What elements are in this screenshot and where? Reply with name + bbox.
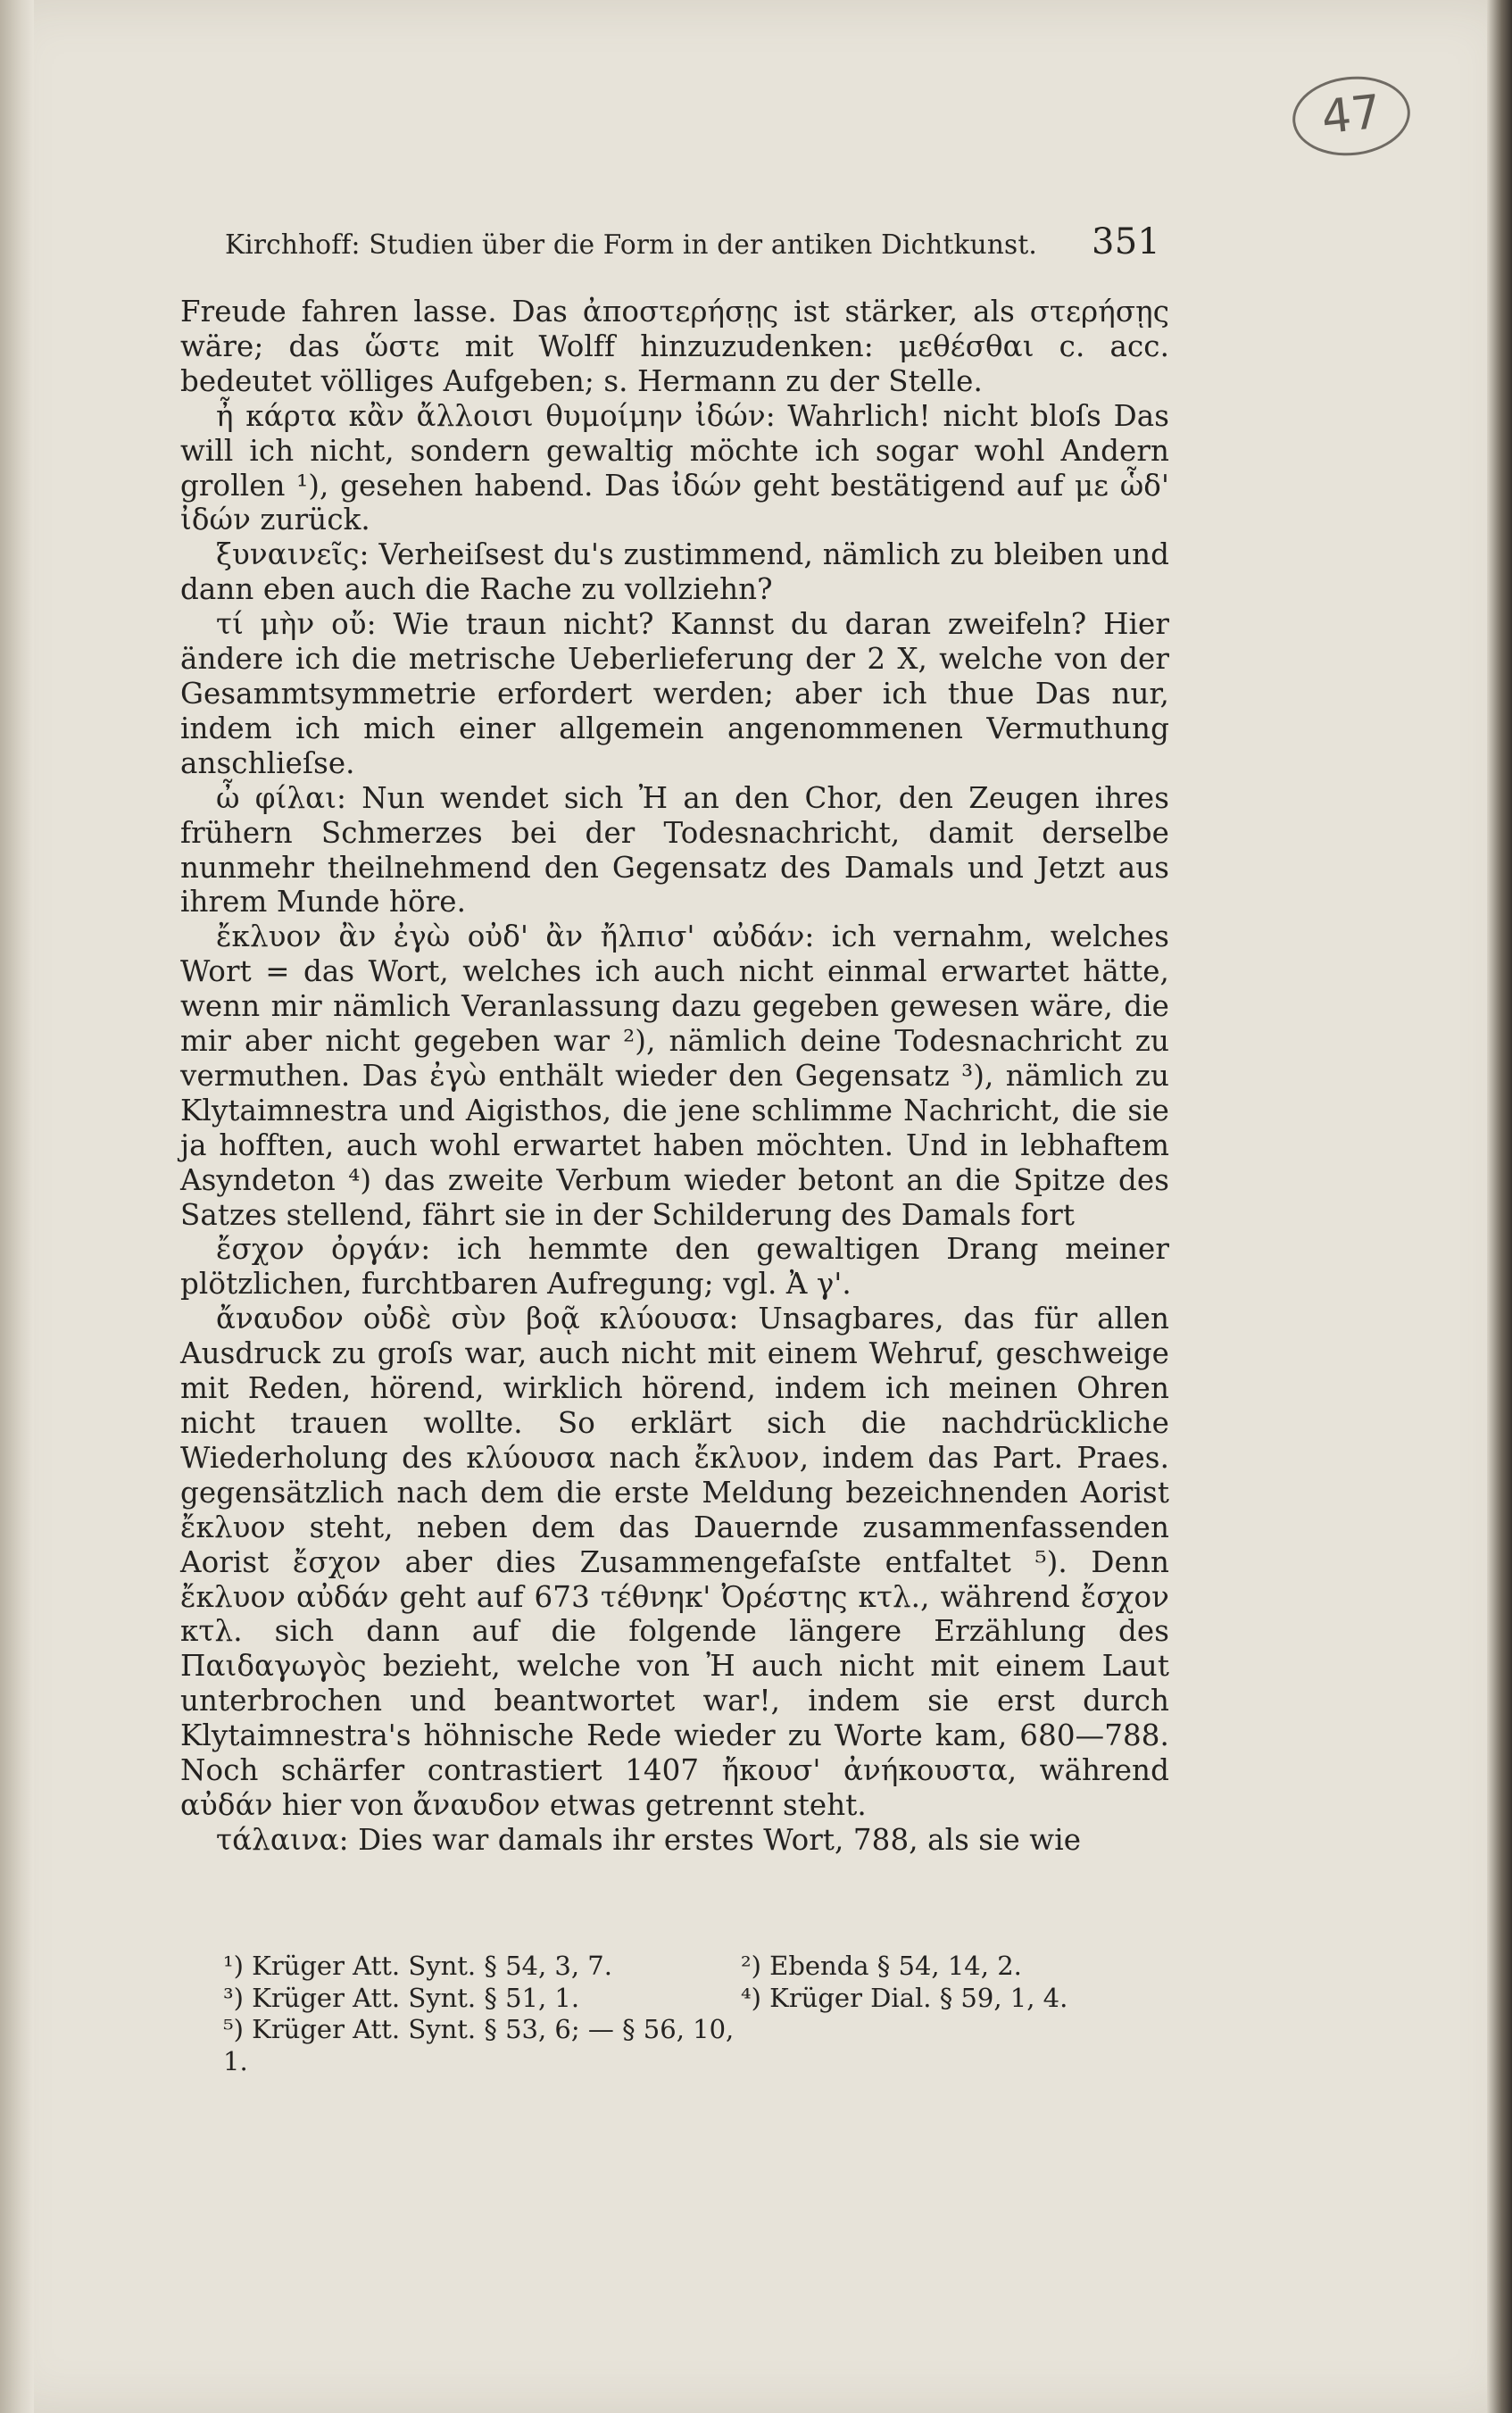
paragraph: ἔσχον ὀργάν: ich hemmte den gewaltigen Drang meiner plötzlichen, furchtbaren Aufregung; vgl. Ἀ γ'.	[180, 1232, 1169, 1302]
footnotes	[223, 1951, 1169, 2077]
body-text	[180, 295, 1169, 1858]
footnote-row	[223, 1951, 1169, 1983]
paragraph: ἄναυδον οὐδὲ σὺν βοᾷ κλύουσα: Unsagbares, das für allen Ausdruck zu groſs war, auch nicht mit einem Wehruf, geschweige mit Reden, hörend, wirklich hörend, indem ich meinen Ohren nicht trauen wollte. So erklärt sich die nachdrückliche Wiederholung des κλύουσα nach ἔκλυον, indem das Part. Praes. gegensätzlich nach dem die erste Meldung bezeichnenden Aorist ἔκλυον steht, neben dem das Dauernde zusammenfassenden Aorist ἔσχον aber dies Zusammengefaſste entfaltet ⁵). Denn ἔκλυον αὐδάν geht auf 673 τέθνηκ' Ὀρέστης κτλ., während ἔσχον κτλ. sich dann auf die folgende längere Erzählung des Παιδαγωγὸς bezieht, welche von Ἠ auch nicht mit einem Laut unterbrochen und beantwortet war!, indem sie erst durch Klytaimnestra's höhnische Rede wieder zu Worte kam, 680—788. Noch schärfer contrastiert 1407 ἤκουσ' ἀνήκουστα, während αὐδάν hier von ἄναυδον etwas getrennt steht.	[180, 1302, 1169, 1822]
paragraph: ξυναινεῖς: Verheiſsest du's zustimmend, nämlich zu bleiben und dann eben auch die Rache zu vollziehn?	[180, 537, 1169, 607]
page-gutter-shadow	[0, 0, 34, 2413]
running-head-title: Kirchhoff: Studien über die Form in der antiken Dichtkunst.	[225, 229, 1037, 260]
page-number: 351	[1092, 221, 1160, 262]
footnote: ¹) Krüger Att. Synt. § 54, 3, 7.	[223, 1951, 612, 1981]
paragraph: ἔκλυον ἂν ἐγὼ οὐδ' ἂν ἤλπισ' αὐδάν: ich vernahm, welches Wort = das Wort, welches ich auch nicht einmal erwartet hätte, wenn mir nämlich Veranlassung dazu gegeben gewesen wäre, die mir aber nicht gegeben war ²), nämlich deine Todesnachricht zu vermuthen. Das ἐγὼ enthält wieder den Gegensatz ³), nämlich zu Klytaimnestra und Aigisthos, die jene schlimme Nachricht, die sie ja hofften, auch wohl erwartet haben möchten. Und in lebhaftem Asyndeton ⁴) das zweite Verbum wieder betont an die Spitze des Satzes stellend, fährt sie in der Schilderung des Damals fort	[180, 919, 1169, 1232]
footnote-row	[223, 2014, 1169, 2077]
footnote-row	[223, 1983, 1169, 2015]
paragraph: ὦ φίλαι: Nun wendet sich Ἠ an den Chor, den Zeugen ihres frühern Schmerzes bei der Todesnachricht, damit derselbe nunmehr theilnehmend den Gegensatz des Damals und Jetzt aus ihrem Munde höre.	[180, 780, 1169, 919]
archive-stamp-number: 47	[1289, 71, 1414, 161]
page-edge-shadow	[1487, 0, 1512, 2413]
paragraph: ἦ κάρτα κἂν ἄλλοισι θυμοίμην ἰδών: Wahrlich! nicht bloſs Das will ich nicht, sondern gewaltig möchte ich sogar wohl Andern grollen ¹), gesehen habend. Das ἰδών geht bestätigend auf με ὧδ' ἰδών zurück.	[180, 398, 1169, 537]
paragraph: Freude fahren lasse. Das ἀποστερήσῃς ist stärker, als στερήσῃς wäre; das ὥστε mit Wolff hinzuzudenken: μεθέσθαι c. acc. bedeutet völliges Aufgeben; s. Hermann zu der Stelle.	[180, 295, 1169, 398]
running-head	[225, 221, 1160, 266]
paragraph: τί μὴν οὔ: Wie traun nicht? Kannst du daran zweifeln? Hier ändere ich die metrische Ueberlieferung der 2 X, welche von der Gesammtsymmetrie erfordert werden; aber ich thue Das nur, indem ich mich einer allgemein angenommenen Vermuthung anschlieſse.	[180, 607, 1169, 780]
footnote: ³) Krüger Att. Synt. § 51, 1.	[223, 1982, 580, 2013]
footnote: ²) Ebenda § 54, 14, 2.	[741, 1951, 1022, 1981]
footnote: ⁵) Krüger Att. Synt. § 53, 6; — § 56, 10, 1.	[223, 2014, 735, 2076]
footnote: ⁴) Krüger Dial. § 59, 1, 4.	[741, 1982, 1068, 2013]
paragraph: τάλαινα: Dies war damals ihr erstes Wort, 788, als sie wie	[216, 1822, 1082, 1857]
